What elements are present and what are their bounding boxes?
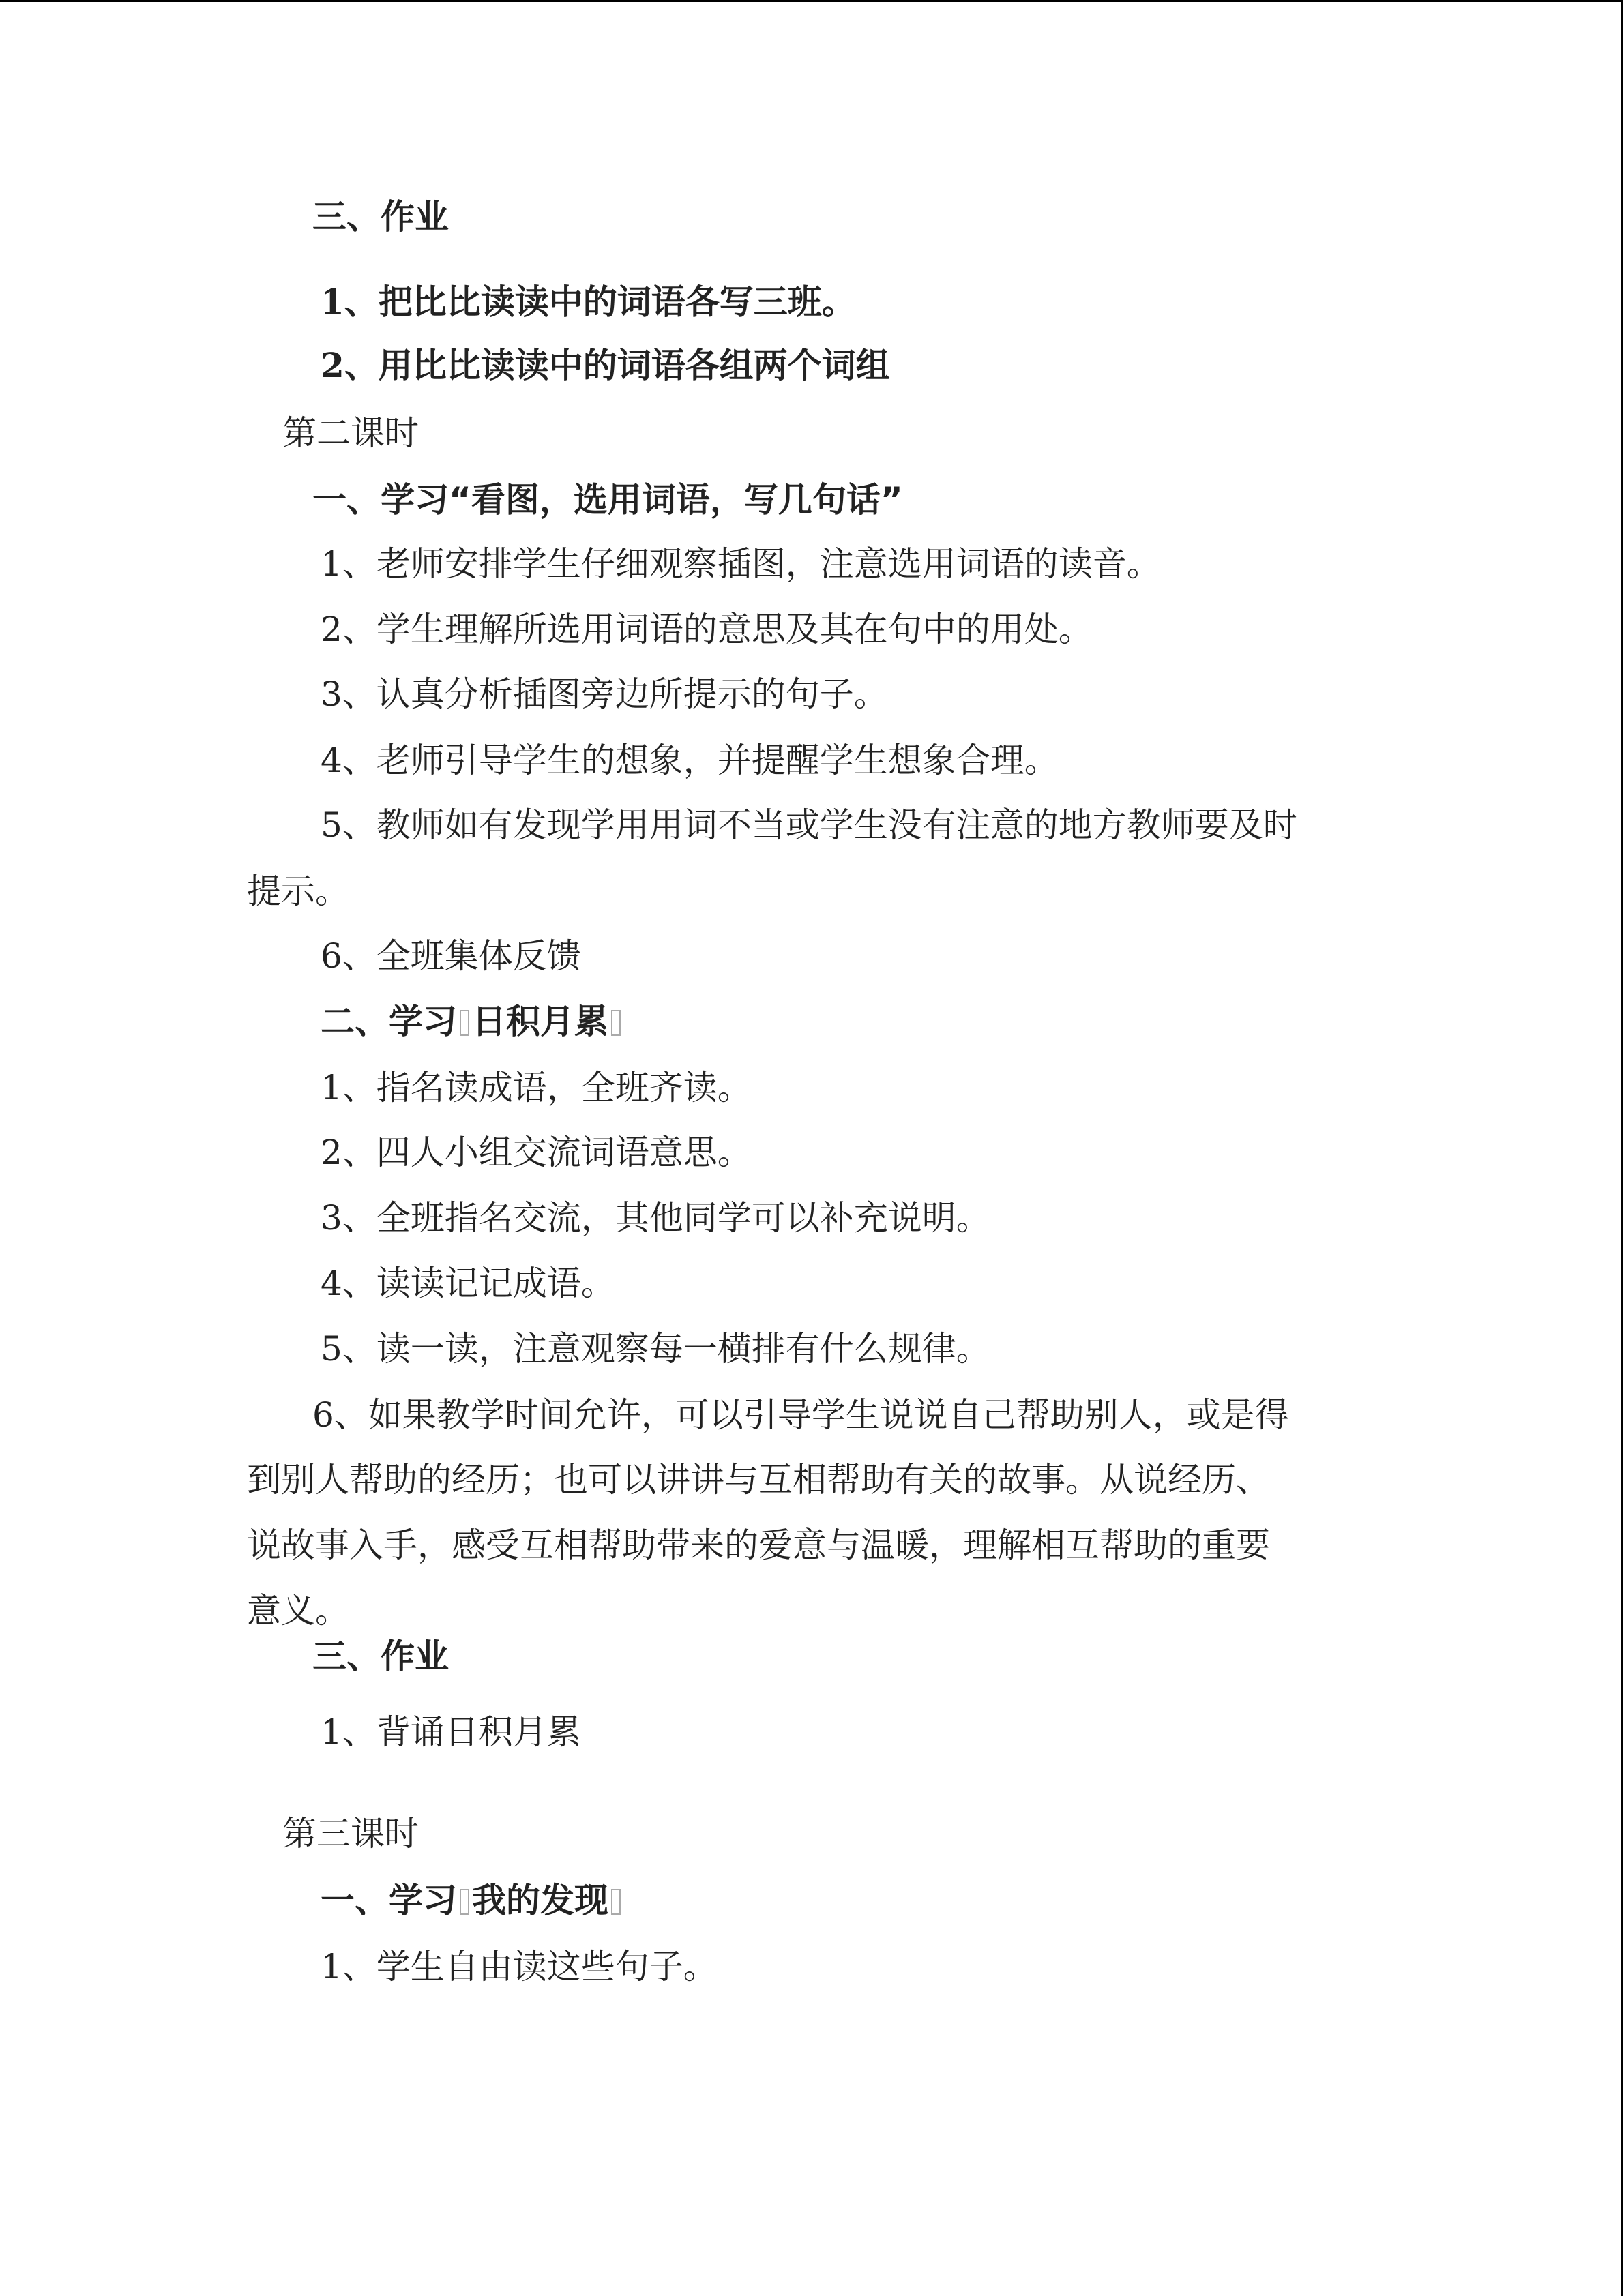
homework-item-recite (321, 1712, 581, 1753)
paragraph-line: 说故事入手，感受互相帮助带来的爱意与温暖，理解相互帮助的重要 (247, 1525, 1270, 1565)
paragraph-line: 1、学生自由读这些句子。 (321, 1947, 718, 1986)
paragraph-line: 4、读读记记成语。 (321, 1264, 615, 1303)
section-heading-idioms (321, 1001, 623, 1042)
heading-topic: 我的发现 (472, 1881, 608, 1920)
section-heading-discovery (321, 1880, 623, 1921)
heading-topic: 日积月累 (472, 1002, 608, 1041)
paragraph-line: 5、读一读，注意观察每一横排有什么规律。 (321, 1329, 990, 1369)
section-heading-picture: 一、学习“看图，选用词语，写几句话” (312, 480, 903, 520)
paragraph-line: 2、四人小组交流词语意思。 (321, 1133, 752, 1172)
lesson-heading-third: 第三课时 (282, 1814, 419, 1853)
heading-prefix: 二、学习 (321, 1002, 457, 1041)
paragraph-line: 5、教师如有发现学用用词不当或学生没有注意的地方教师要及时 (321, 805, 1297, 845)
paragraph-line: 1、老师安排学生仔细观察插图，注意选用词语的读音。 (321, 544, 1161, 584)
section-heading-homework: 三、作业 (312, 1637, 449, 1676)
paragraph-line: 意义。 (247, 1591, 349, 1630)
paragraph-line: 提示。 (247, 871, 349, 911)
missing-glyph-box (460, 1010, 469, 1036)
missing-glyph-box (460, 1889, 469, 1915)
paragraph-line: 到别人帮助的经历；也可以讲讲与互相帮助有关的故事。从说经历、 (247, 1460, 1270, 1500)
homework-item-1: 1、把比比读读中的词语各写三班。 (321, 282, 856, 322)
paragraph-line: 3、全班指名交流，其他同学可以补充说明。 (321, 1198, 990, 1238)
paragraph-line: 2、学生理解所选用词语的意思及其在句中的用处。 (321, 610, 1093, 649)
item-text: 背诵日积月累 (376, 1712, 581, 1752)
heading-prefix: 一、学习 (321, 1881, 457, 1920)
homework-item-2: 2、用比比读读中的词语各组两个词组 (321, 345, 890, 385)
paragraph-line: 4、老师引导学生的想象，并提醒学生想象合理。 (321, 741, 1059, 780)
lesson-heading-second: 第二课时 (282, 413, 419, 453)
paragraph-line: 6、如果教学时间允许，可以引导学生说说自己帮助别人，或是得 (312, 1395, 1289, 1435)
paragraph-line: 3、认真分析插图旁边所提示的句子。 (321, 674, 888, 714)
item-number: 1、 (321, 1712, 377, 1752)
paragraph-line: 6、全班集体反馈 (321, 936, 581, 976)
section-heading-homework: 三、作业 (312, 197, 449, 237)
paragraph-line: 1、指名读成语，全班齐读。 (321, 1068, 752, 1107)
missing-glyph-box (611, 1889, 621, 1915)
missing-glyph-box (611, 1010, 621, 1036)
